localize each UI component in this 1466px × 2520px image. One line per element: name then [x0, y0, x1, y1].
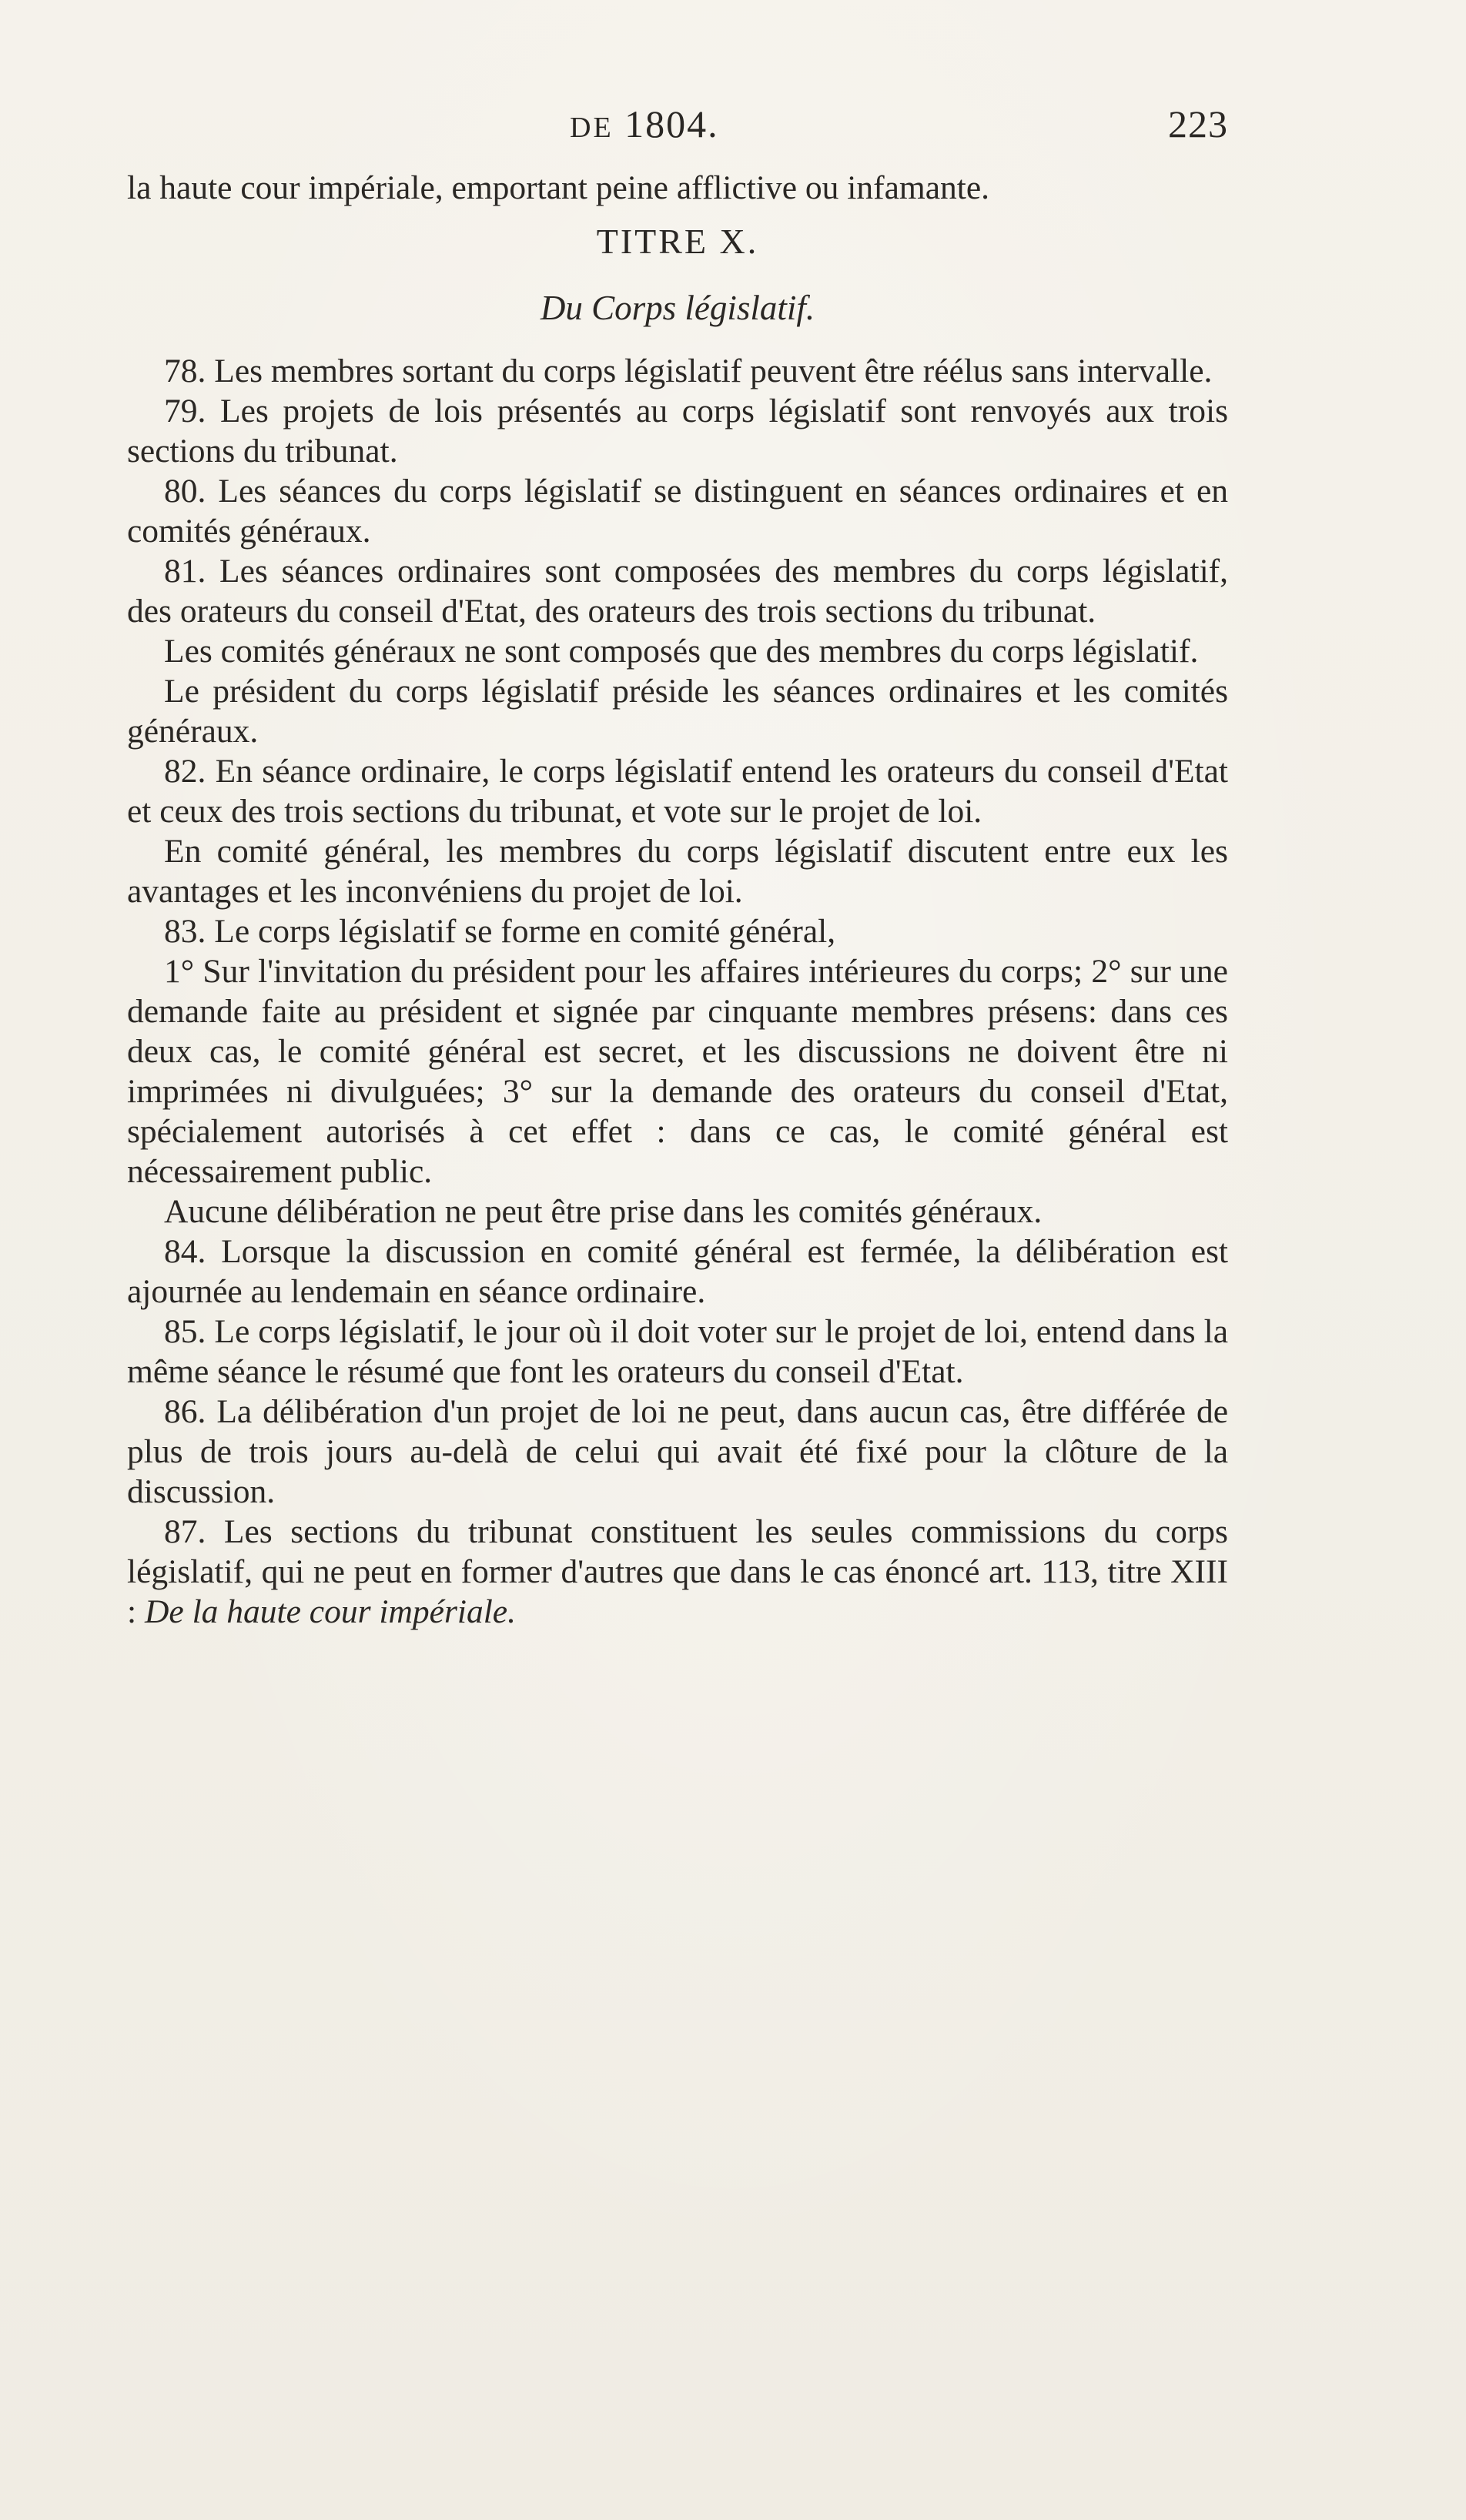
article-81 [127, 551, 1228, 631]
article-82 [127, 751, 1228, 831]
article-text: Le corps législatif, le jour où il doit voter sur le projet de loi, entend dans la même séance le résumé que font les orateurs du conseil d'Etat. [127, 1313, 1229, 1390]
article-87 [127, 1512, 1228, 1632]
article-number: 83. [164, 913, 206, 950]
article-83-paragraph-2: 1° Sur l'invitation du président pour les affaires intérieures du corps; 2° sur une demande faite au président et signée par cinquante membres présens: dans ces deux cas, le comité général est secret, et les discussions ne doivent être ni imprimées ni divulguées; 3° sur la demande des orateurs du conseil d'Etat, spécialement autorisés à cet effet : dans ce cas, le comité général est nécessairement public. [127, 953, 1228, 1190]
article-83 [127, 911, 1228, 951]
continuation-paragraph: la haute cour impériale, emportant peine afflictive ou infamante. [127, 169, 990, 206]
article-number: 87. [164, 1513, 206, 1550]
running-head-prefix: DE [570, 112, 614, 144]
article-number: 81. [164, 553, 206, 590]
article-85 [127, 1312, 1228, 1392]
body-text [127, 168, 1228, 1632]
article-text: Lorsque la discussion en comité général est fermée, la délibération est ajournée au lendemain en séance ordinaire. [127, 1233, 1229, 1310]
article-text: Les séances ordinaires sont composées des membres du corps législatif, des orateurs du conseil d'Etat, des orateurs des trois sections du tribunat. [127, 553, 1229, 630]
article-cross-reference: De la haute cour impériale. [144, 1593, 516, 1630]
page-number: 223 [1168, 102, 1228, 145]
article-text: Le corps législatif se forme en comité général, [214, 913, 836, 950]
title-subheading: Du Corps législatif. [540, 289, 815, 327]
article-78 [127, 351, 1228, 391]
article-text: Les séances du corps législatif se distinguent en séances ordinaires et en comités généraux. [127, 473, 1229, 550]
running-head [127, 102, 1228, 148]
running-head-title [570, 102, 719, 146]
article-text: En séance ordinaire, le corps législatif entend les orateurs du conseil d'Etat et ceux des trois sections du tribunat, et vote sur le projet de loi. [127, 753, 1228, 830]
article-number: 80. [164, 473, 206, 510]
article-81-paragraph-2: Les comités généraux ne sont composés que des membres du corps législatif. [164, 633, 1199, 670]
article-number: 78. [164, 353, 206, 389]
article-text: Les membres sortant du corps législatif peuvent être réélus sans intervalle. [214, 353, 1213, 389]
article-84 [127, 1232, 1228, 1312]
article-number: 85. [164, 1313, 206, 1350]
article-number: 79. [164, 393, 206, 429]
article-number: 84. [164, 1233, 206, 1270]
running-head-year: 1804. [624, 102, 719, 145]
article-81-paragraph-3: Le président du corps législatif préside les séances ordinaires et les comités généraux. [127, 673, 1228, 750]
article-80 [127, 471, 1228, 551]
article-82-paragraph-2: En comité général, les membres du corps législatif discutent entre eux les avantages et les inconvéniens du projet de loi. [127, 833, 1228, 910]
article-text: Les sections du tribunat constituent les seules commissions du corps législatif, qui ne peut en former d'autres que dans le cas énoncé art. 113, titre XIII : [127, 1513, 1228, 1630]
article-86 [127, 1392, 1228, 1512]
article-text: La délibération d'un projet de loi ne peut, dans aucun cas, être différée de plus de trois jours au-delà de celui qui avait été fixé pour la clôture de la discussion. [127, 1393, 1229, 1510]
article-number: 82. [164, 753, 206, 790]
title-heading: TITRE X. [596, 222, 759, 261]
article-number: 86. [164, 1393, 206, 1430]
article-79 [127, 391, 1228, 471]
article-83-paragraph-3: Aucune délibération ne peut être prise dans les comités généraux. [164, 1193, 1043, 1230]
article-text: Les projets de lois présentés au corps législatif sont renvoyés aux trois sections du tribunat. [127, 393, 1228, 470]
